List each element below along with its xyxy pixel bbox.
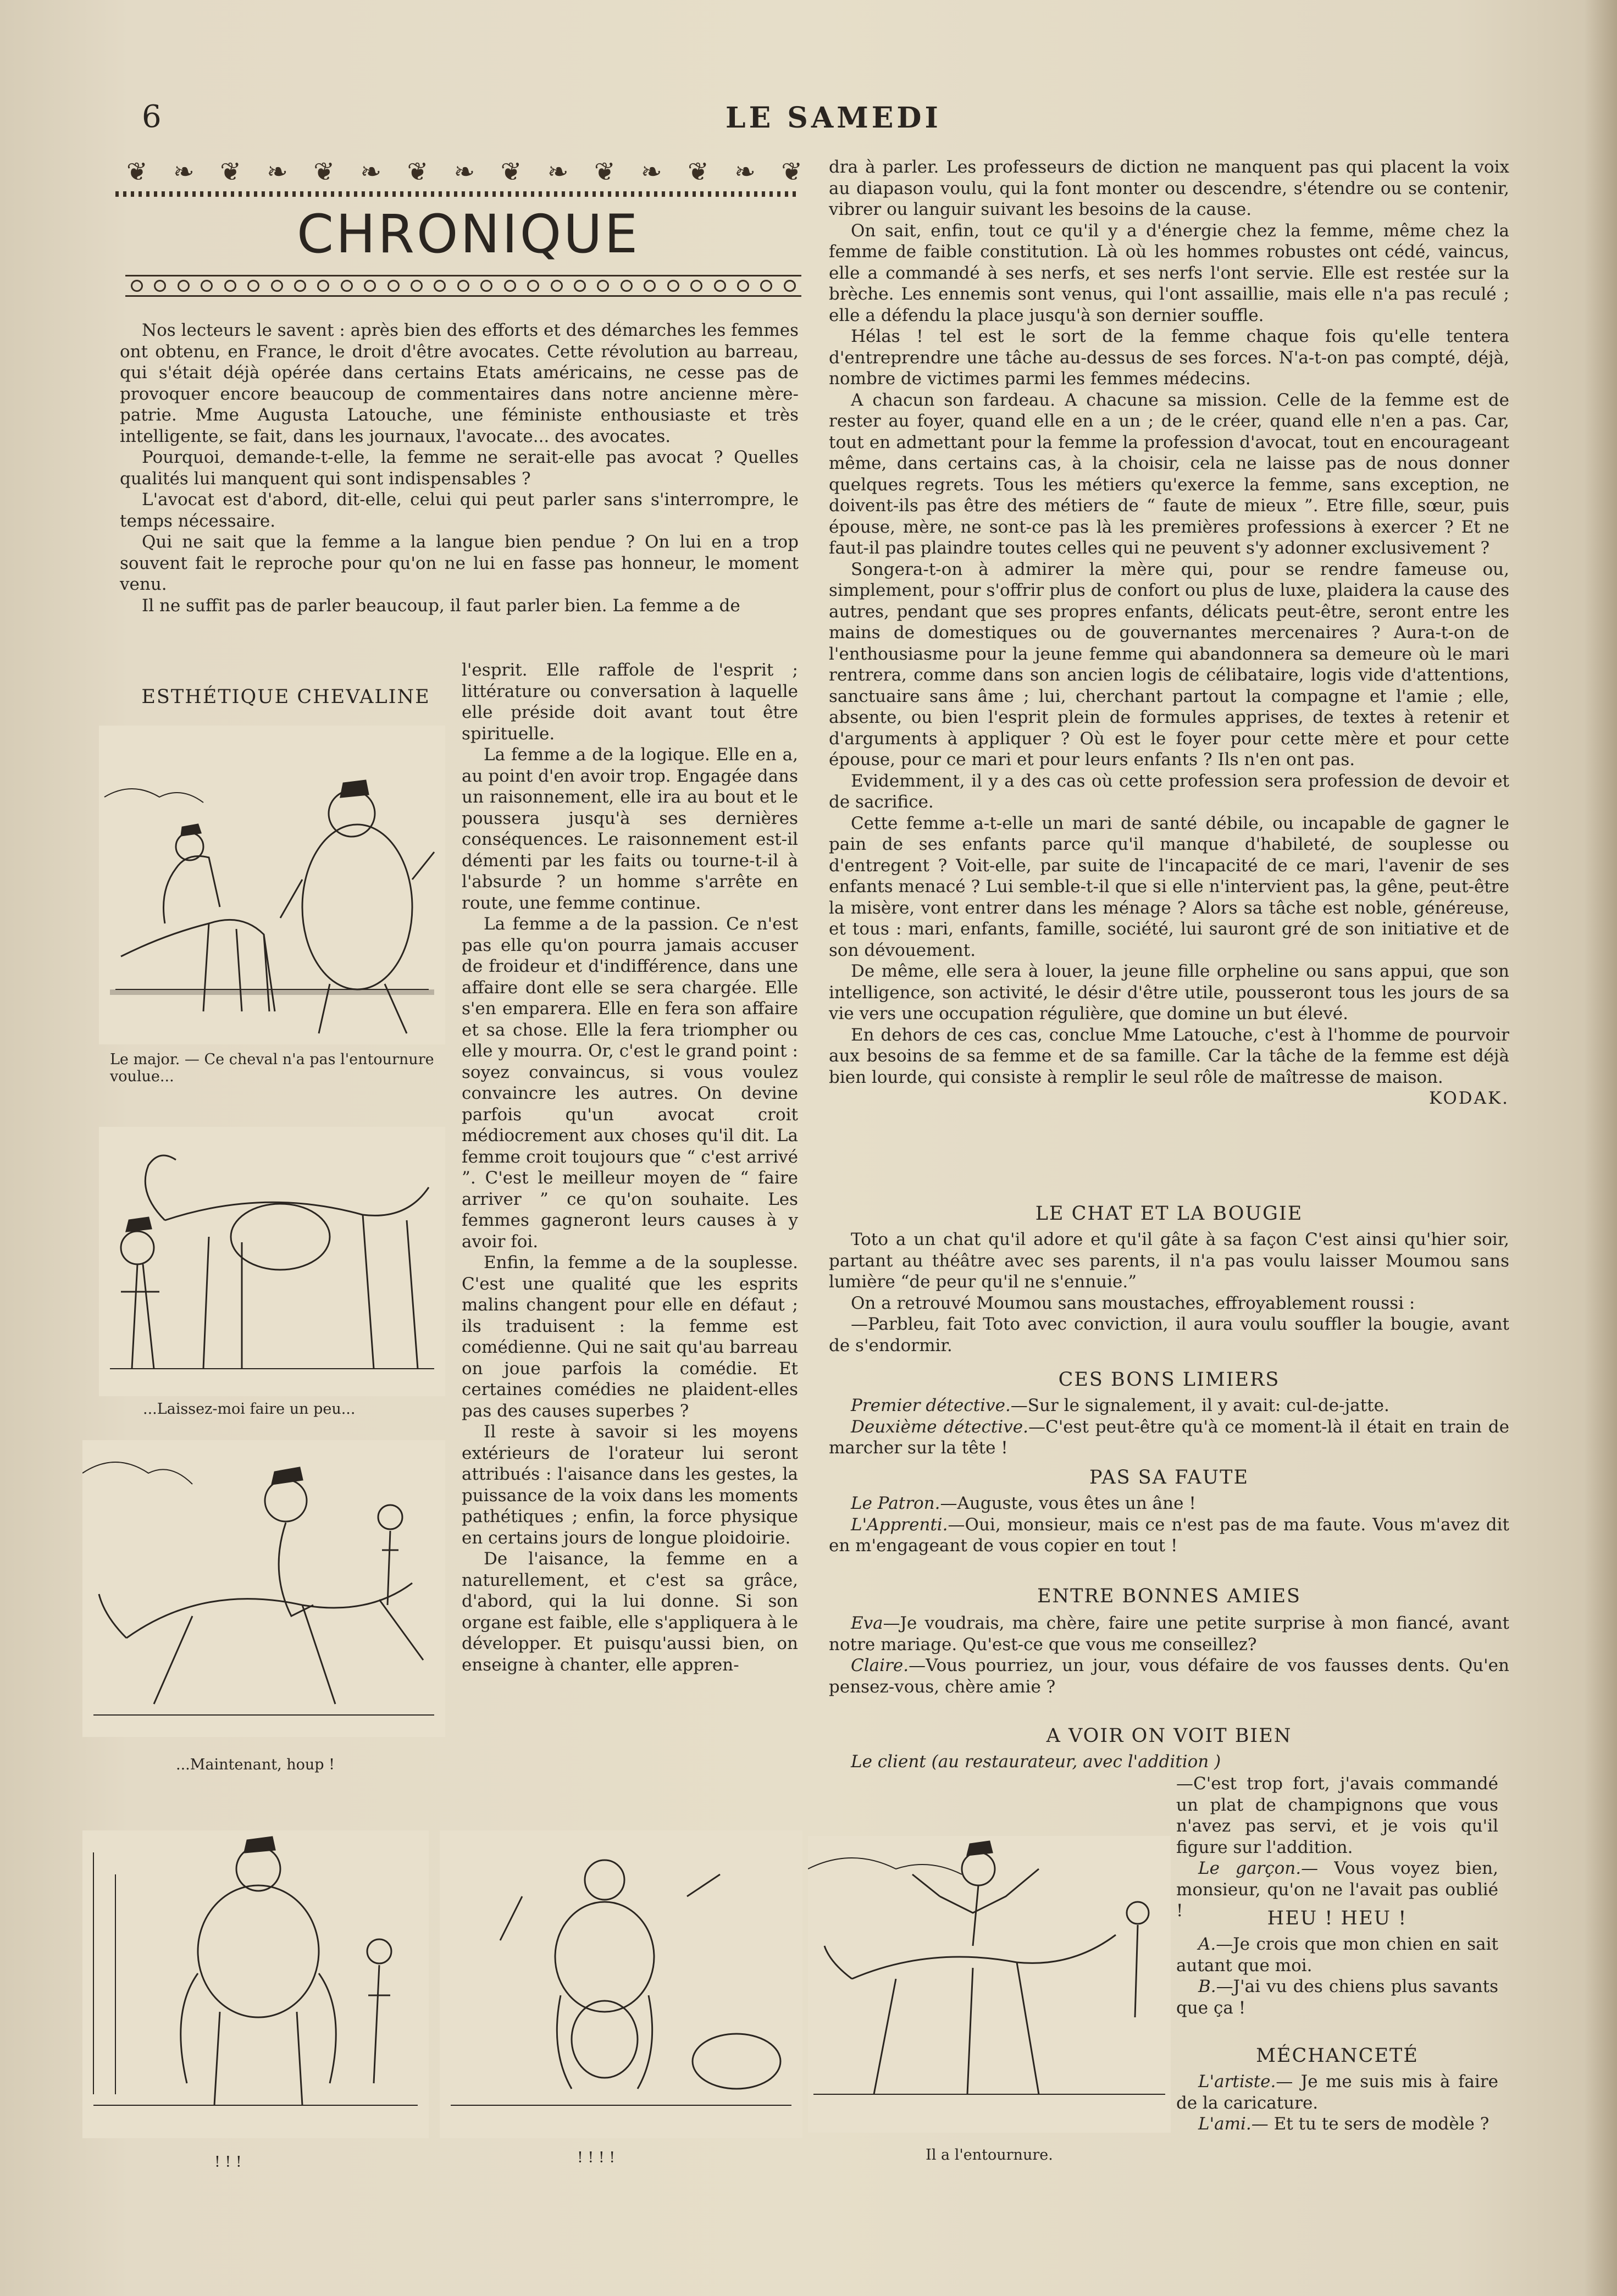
chronique-intro [120,320,799,616]
amies-body [829,1613,1509,1697]
masthead: LE SAMEDI [726,101,942,135]
voir-title: A VOIR ON VOIT BIEN [1046,1725,1292,1747]
page-number: 6 [142,99,162,135]
speech: — Et tu te sers de modèle ? [1251,2114,1489,2134]
heu-body [1176,1934,1498,2018]
chronique-column-2 [829,157,1509,1109]
paragraph: De l'aisance, la femme en a naturellement, et c'est sa grâce, d'abord, qui la lui donne. Si son organe est faible, elle s'appliquera à le développer. Et puisqu'aussi bien, on enseigne à chanter, elle appren- [462,1549,798,1675]
paragraph: Pourquoi, demande-t-elle, la femme ne serait-elle pas avocat ? Quelles qualités lui manquent qui sont indispensables ? [120,447,799,489]
illustration-officer-horse [99,726,445,1044]
speech: —Je crois que mon chien en sait autant que moi. [1176,1934,1498,1976]
mechancete-body [1176,2071,1498,2135]
dotted-rule [115,191,800,197]
horse-bucking-icon [82,1440,445,1737]
chronique-column-1b [462,660,798,1675]
paragraph: L'avocat est d'abord, dit-elle, celui qui peut parler sans s'interrompre, le temps nécessaire. [120,490,799,531]
paragraph: Hélas ! tel est le sort de la femme chaque fois qu'elle tentera d'entreprendre une tâche au-dessus de ses forces. N'a-t-on pas compté, déjà, nombre de victimes parmi les femmes médecins. [829,327,1509,389]
speech: —J'ai vu des chiens plus savants que ça ! [1176,1977,1498,2018]
speaker: A. [1198,1934,1216,1954]
paragraph: Songera-t-on à admirer la mère qui, pour se rendre fameuse ou, simplement, pour s'offrir plus de confort ou plus de luxe, plaidera la cause des autres, pendant que ses propres enfants, délicats peut-être, seront entre les mains de domestiques ou de gouvernantes mercenaires ? Aura-t-on de l'enthousiasme pour la jeune femme qui abandonnera sa demeure où le mari rentrera, comme dans son ancien logis de célibataire, logis vide d'attentions, sanctuaire sans âme ; lui, cherchant partout la compagne et l'amie ; elle, absente, ou bien l'esprit plein de formules apprises, de textes à retenir et d'arguments à appliquer ? Où est le foyer pour cette mère et pour cette épouse, pour ce mari et pour leurs enfants ? Ils n'en ont pas. [829,559,1509,770]
signature: KODAK. [1429,1088,1509,1108]
fleuron-icon: ❦ [594,157,616,186]
paragraph: La femme a de la logique. Elle en a, au point d'en avoir trop. Engagée dans un raisonnement, elle ira au bout et le poussera jusqu'à ses dernières conséquences. Le raisonnement est-il démenti par les faits ou tourne-t-il à l'absurde ? un homme s'arrête en route, une femme continue. [462,745,798,913]
caption-3: ...Maintenant, houp ! [176,1756,335,1773]
speaker: Le Patron. [851,1493,940,1513]
speech: —C'est peut-être qu'à ce moment-là il était en train de marcher sur la tête ! [829,1417,1510,1458]
paragraph: On sait, enfin, tout ce qu'il y a d'énergie chez la femme, même chez la femme de faible constitution. Là où les hommes robustes ont cédé, vaincus, elle a commandé à ses nerfs, et ses nerfs l'ont servie. Elle est restée sur la brèche. Les ennemis sont venus, qui l'ont assaillie, mais elle n'a pas reculé ; elle a défendu la place jusqu'à son dernier souffle. [829,220,1509,325]
horse-saddling-icon [99,1127,445,1396]
mechancete-title: MÉCHANCETÉ [1256,2045,1419,2067]
caption-2: ...Laissez-moi faire un peu... [143,1401,356,1418]
horse-rider-triumph-icon [808,1836,1171,2133]
speech: —C'est trop fort, j'avais commandé un plat de champignons que vous n'avez pas servi, et je vois qu'il figure sur l'addition. [1176,1774,1498,1857]
speech: — Je me suis mis à faire de la caricature. [1176,2072,1498,2113]
paragraph: Il ne suffit pas de parler beaucoup, il faut parler bien. La femme a de [142,595,740,616]
page-header [0,93,1617,143]
illustration-triumph [808,1836,1171,2133]
paragraph: Il reste à savoir si les moyens extérieurs de l'orateur lui seront attribués : l'aisance dans les gestes, la puissance de la voix dans les moments pathétiques ; enfin, la force physique en certains jours de longue ploidoirie. [462,1422,798,1548]
limiers-title: CES BONS LIMIERS [1058,1369,1280,1391]
speech: —Vous pourriez, un jour, vous défaire de vos fausses dents. Qu'en pensez-vous, chère amie ? [829,1656,1509,1697]
speaker: Le client (au restaurateur, avec l'addition ) [851,1752,1221,1772]
paragraph: Evidemment, il y a des cas où cette profession sera profession de devoir et de sacrifice. [829,771,1509,812]
faute-title: PAS SA FAUTE [1089,1467,1249,1489]
fleuron-icon: ❧ [547,157,569,186]
ornament-row [126,155,802,188]
paragraph: On a retrouvé Moumou sans moustaches, effroyablement roussi : [851,1293,1415,1313]
fleuron-icon: ❧ [267,157,288,186]
chat-body [829,1229,1509,1356]
fleuron-icon: ❦ [781,157,802,186]
speech: —Sur le signalement, il y avait: cul-de-jatte. [1010,1396,1389,1415]
fleuron-icon: ❦ [313,157,335,186]
fleuron-icon: ❦ [688,157,709,186]
paragraph: En dehors de ces cas, conclue Mme Latouche, c'est à l'homme de pourvoir aux besoins de sa femme et de sa famille. Car la tâche de la femme est déjà bien lourde, qui consiste à remplir le seul rôle de maîtresse de maison. [829,1025,1509,1087]
speaker: Premier détective. [851,1396,1011,1415]
fleuron-icon: ❧ [360,157,382,186]
caption-1: Le major. — Ce cheval n'a pas l'entournure voulue... [110,1051,434,1085]
illustration-bucking [82,1440,445,1737]
speaker: Eva [851,1613,883,1633]
paragraph: l'esprit. Elle raffole de l'esprit ; littérature ou conversation à laquelle elle préside doit avant tout être spirituelle. [462,660,798,744]
illustration-front-rider [82,1830,429,2138]
paragraph: A chacun son fardeau. A chacune sa mission. Celle de la femme est de rester au foyer, quand elle en a un ; de le créer, quand elle n'en a pas. Car, tout en admettant pour la femme la profession d'avocat, tout en encourageant même, dans certains cas, à la choisir, cela ne laisse pas de nous donner quelques regrets. Tous les métiers qu'exerce la femme, sans exception, ne doivent-ils pas être des métiers de “ faute de mieux ”. Etre fille, sœur, puis épouse, mère, ne sont-ce pas là les premières professions à exercer ? Et ne faut-il pas plaindre toutes celles qui ne peuvent s'y adonner exclusivement ? [829,390,1509,558]
paragraph: —Parbleu, fait Toto avec conviction, il aura voulu souffler la bougie, avant de s'endormir. [829,1314,1509,1356]
fleuron-icon: ❦ [220,157,241,186]
speaker: Deuxième détective. [851,1417,1028,1437]
caption-5: ! ! ! ! [577,2149,616,2166]
paragraph: Enfin, la femme a de la souplesse. C'est une qualité que les esprits malins changent pour elle en défaut ; ils traduisent : la femme est comédienne. Qui ne sait qu'au barreau on joue parfois la comédie. Et certaines comédies ne plaident-elles pas des causes superbes ? [462,1253,798,1421]
chronique-title: CHRONIQUE [297,203,640,265]
fleuron-icon: ❧ [734,157,756,186]
page-edge-shadow [1584,0,1617,2296]
chat-title: LE CHAT ET LA BOUGIE [1035,1203,1303,1225]
fleuron-icon: ❦ [407,157,429,186]
illustration-saddling [99,1127,445,1396]
speech: —Je voudrais, ma chère, faire une petite surprise à mon fiancé, avant notre mariage. Qu'est-ce que vous me conseillez? [829,1613,1509,1655]
heu-title: HEU ! HEU ! [1267,1907,1408,1929]
limiers-body [829,1395,1509,1459]
paragraph: Qui ne sait que la femme a la langue bien pendue ? On lui en a trop souvent fait le reproche pour qu'on ne lui en fasse pas honneur, le moment venu. [120,532,799,594]
fleuron-icon: ❧ [173,157,195,186]
speaker: Claire. [851,1656,909,1675]
speech: — Vous voyez bien, monsieur, qu'on ne l'avait pas oublié ! [1176,1858,1499,1921]
fleuron-icon: ❦ [500,157,522,186]
fleuron-icon: ❧ [641,157,662,186]
fleuron-icon: ❧ [453,157,475,186]
caption-4: ! ! ! [214,2154,242,2171]
paragraph: De même, elle sera à louer, la jeune fille orpheline ou sans appui, que son intelligence, son activité, le désir d'être utile, pousseront tous les jours de sa vie vers une occupation régulière, que domine un but élevé. [829,961,1509,1023]
paragraph: Nos lecteurs le savent : après bien des efforts et des démarches les femmes ont obtenu, en France, le droit d'être avocates. Cette révolution au barreau, qui s'était déjà opérée dans certains Etats américains, ne cesse pas de provoquer encore beaucoup de commentaires dans notre ancienne mère-patrie. Mme Augusta Latouche, une féministe enthousiaste et très intelligente, se fait, dans les journaux, l'avocate... des avocates. [120,320,799,446]
paragraph: Toto a un chat qu'il adore et qu'il gâte à sa façon C'est ainsi qu'hier soir, partant au théâtre avec ses parents, il n'a pas voulu laisser Moumou sans lumière “de peur qu'il ne s'ennuie.” [829,1230,1509,1292]
horse-rider-officer-icon [99,726,445,1044]
speaker: B. [1198,1977,1216,1996]
speaker: Le garçon. [1198,1858,1302,1878]
illustration-back-rider [440,1830,802,2138]
speaker: L'ami. [1198,2114,1251,2134]
paragraph: La femme a de la passion. Ce n'est pas elle qu'on pourra jamais accuser de froideur et d'indifférence, dans une affaire dont elle se sera chargée. Elle s'en emparera. Elle en fera son affaire et sa chose. Elle la fera triompher ou elle y mourra. Or, c'est le grand point : soyez convaincus, si vous voulez convaincre les autres. On devine parfois qu'un avocat croit médiocrement aux choses qu'il dit. La femme croit toujours que “ c'est arrivé ”. C'est le meilleur moyen de “ faire arriver ” ce qu'on souhaite. Les femmes gagneront leurs causes à y avoir foi. [462,914,798,1252]
circle-rule [125,275,801,297]
voir-body-2 [1176,1773,1498,1922]
caption-6: Il a l'entournure. [926,2146,1053,2164]
fleuron-icon: ❦ [126,157,148,186]
speaker: L'artiste. [1198,2072,1276,2092]
paragraph: dra à parler. Les professeurs de diction ne manquent pas qui placent la voix au diapason voulu, qui la font monter ou descendre, s'étendre ou se contenir, vibrer ou languir suivant les besoins de la cause. [829,157,1509,219]
paragraph: Cette femme a-t-elle un mari de santé débile, ou incapable de gagner le pain de ses enfants parce qu'il manque d'habileté, de souplesse ou d'entregent ? Voit-elle, par suite de l'incapacité de ce mari, l'avenir de ses enfants menacé ? Lui semble-t-il que si elle n'intervient pas, la gêne, peut-être la misère, vont entrer dans les ménage ? Alors sa tâche est noble, généreuse, et tous : mari, enfants, famille, société, lui sauront gré de son initiative et de son dévouement. [829,813,1509,960]
voir-body-1 [829,1751,1509,1773]
esthetique-title: ESTHÉTIQUE CHEVALINE [141,686,430,708]
faute-body [829,1493,1509,1557]
amies-title: ENTRE BONNES AMIES [1037,1585,1301,1607]
speech: —Auguste, vous êtes un âne ! [940,1493,1196,1513]
horse-rider-back-icon [440,1830,802,2138]
speech: —Oui, monsieur, mais ce n'est pas de ma faute. Vous m'avez dit en m'engageant de vous copier en tout ! [829,1514,1509,1556]
horse-rider-front-icon [82,1830,429,2138]
speaker: L'Apprenti. [851,1514,948,1535]
